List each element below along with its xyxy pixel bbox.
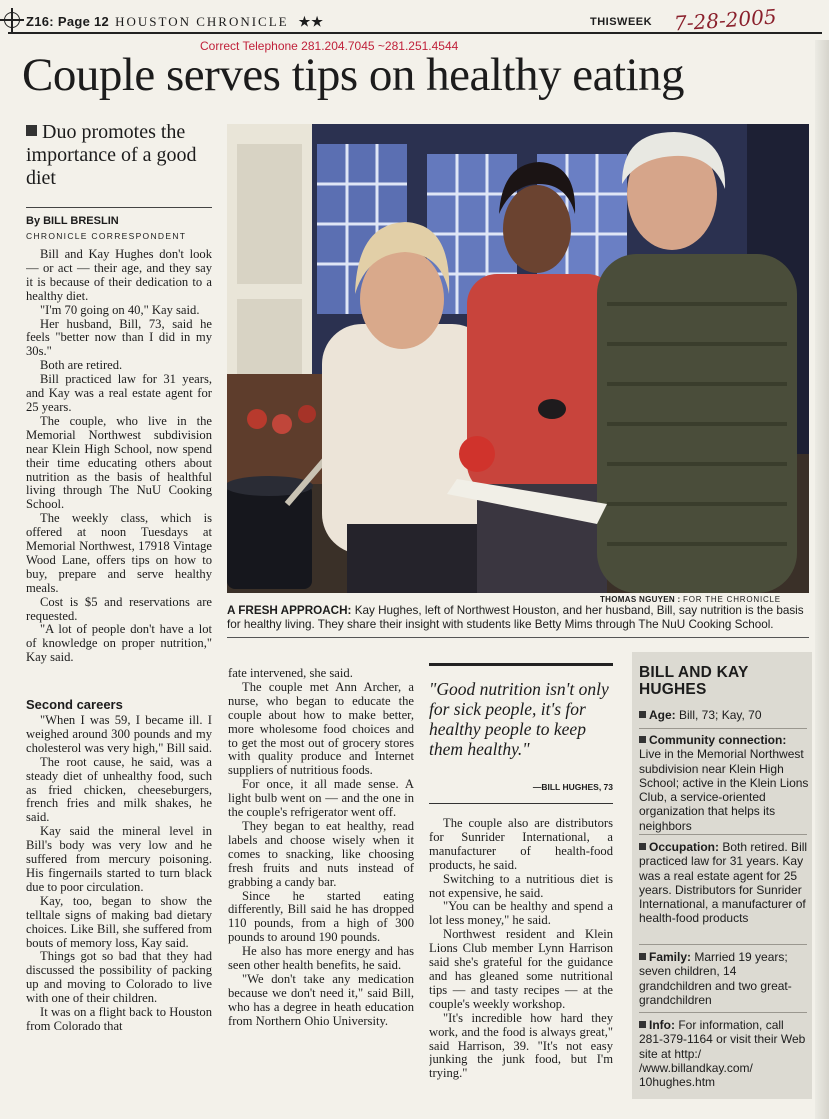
paragraph: "When I was 59, I became ill. I weighed around 300 pounds and my cholesterol was very high," Bill said.: [26, 714, 212, 755]
factbox-value: Both retired. Bill practiced law for 31 years. Kay was a real estate agent for 25 years. Distributors for Sunrider International, a manufacturer of health-food products: [639, 840, 808, 926]
paragraph: "I'm 70 going on 40," Kay said.: [40, 302, 200, 317]
pull-quote: "Good nutrition isn't only for sick people, it's for healthy people to keep them healthy.": [429, 679, 609, 759]
paragraph: Things got so bad that they had discussed the possibility of packing up and moving to Colorado to live with one of their children.: [26, 949, 212, 1006]
photo-credit: [600, 595, 781, 604]
factbox-value: Live in the Memorial Northwest subdivision near Klein High School; active in the Klein Lions Club, a service-oriented organization that helps its neighbors: [639, 747, 809, 833]
registration-mark-icon: [4, 12, 20, 28]
caption-text: Kay Hughes, left of Northwest Houston, and her husband, Bill, say nutrition is the basis for healthy living. They share their insight with students like Betty Mims through The NuU Cooking School.: [227, 604, 804, 631]
paragraph: Cost is $5 and reservations are requested.: [26, 594, 212, 623]
paragraph: For once, it all made sense. A light bulb went on — and the one in the couple's refrigerator went off.: [228, 777, 414, 820]
headline: Couple serves tips on healthy eating: [22, 49, 685, 101]
paragraph: fate intervened, she said.: [228, 667, 353, 680]
factbox-occupation: [639, 840, 809, 926]
paragraph: The root cause, he said, was a steady diet of unhealthy food, such as fried chicken, cheeseburgers, french fries and milk shakes, he said.: [26, 754, 212, 825]
paragraph: "It's incredible how hard they work, and the food is always great," said Harrison, 39. "It's not easy junking the junk food, but I'm trying.": [429, 1010, 613, 1081]
section-name: THISWEEK: [590, 16, 653, 28]
folio-left: [26, 14, 324, 30]
deck: [26, 121, 216, 190]
paragraph: The couple also are distributors for Sunrider International, a manufacturer of health-food products, he said.: [429, 817, 613, 872]
handwritten-date: 7-28-2005: [673, 4, 778, 36]
square-bullet-icon: [639, 843, 646, 850]
factbox-separator: [639, 944, 807, 945]
photo-illustration: [227, 124, 809, 593]
factbox-age: [639, 708, 809, 722]
square-bullet-icon: [639, 953, 646, 960]
factbox-separator: [639, 1012, 807, 1013]
factbox-label: Info:: [649, 1018, 675, 1032]
factbox-info: [639, 1018, 809, 1089]
caption-lead: A FRESH APPROACH:: [227, 604, 352, 617]
caption-rule: [227, 637, 809, 638]
paragraph: Her husband, Bill, 73, said he feels "better now than I did in my 30s.": [26, 316, 212, 359]
paragraph: Bill and Kay Hughes don't look — or act — their age, and they say it is because of their dedication to a healthy diet.: [26, 248, 212, 303]
byline-title: CHRONICLE CORRESPONDENT: [26, 231, 187, 241]
page-edge-strip: [815, 40, 829, 1119]
phone-note: Correct Telephone 281.204.7045 ~281.251.4544: [200, 39, 459, 53]
factbox-family: [639, 950, 809, 1007]
paragraph: The couple met Ann Archer, a nurse, who began to educate the couple about how to make better, more wholesome food choices and to get the most out of grocery stores with quality produce and Internet suppliers of nutritious foods.: [228, 679, 414, 778]
factbox-value: Married 19 years; seven children, 14 grandchildren and two great-grandchildren: [639, 950, 792, 1007]
factbox-label: Community connection:: [649, 733, 787, 747]
pull-quote-attribution: —BILL HUGHES, 73: [532, 782, 613, 792]
article-column-2: [228, 667, 414, 1107]
pull-quote-rule: [429, 663, 613, 666]
deck-text: Duo promotes the importance of a good diet: [26, 121, 197, 189]
page-number: Z16: Page 12: [26, 14, 110, 29]
paragraph: Kay, too, began to show the telltale signs of making bad dietary choices. Like Bill, she suffered from bouts of memory loss, Kay said.: [26, 893, 212, 950]
paragraph: "We don't take any medication because we don't need it," said Bill, who has a degree in heath education from Northern Ohio University.: [228, 971, 414, 1028]
article-column-1: [26, 248, 212, 695]
factbox-community: [639, 733, 809, 833]
photographer-name: THOMAS NGUYEN :: [600, 595, 681, 604]
factbox-separator: [639, 728, 807, 729]
article-column-1-continued: [26, 714, 212, 1104]
paragraph: He also has more energy and has seen other health benefits, he said.: [228, 944, 414, 973]
paragraph: They began to eat healthy, read labels and choose wisely when it comes to snacking, like choosing fresh fruits and nuts instead of grabbing a candy bar.: [228, 818, 414, 889]
paragraph: Northwest resident and Klein Lions Club member Lynn Harrison said she's grateful for the guidance and has gleaned some nutritional tips — and tasty recipes — at the couple's weekly workshop.: [429, 927, 613, 1011]
pull-quote-bottom-rule: [429, 803, 613, 804]
article-column-3: [429, 817, 613, 1107]
paragraph: The weekly class, which is offered at noon Tuesdays at Memorial Northwest, 17918 Vintage Wood Lane, offers tips on how to buy, prepare and serve healthy meals.: [26, 511, 212, 595]
paragraph: Switching to a nutritious diet is not expensive, he said.: [429, 871, 613, 900]
paragraph: It was on a flight back to Houston from Colorado that: [26, 1005, 212, 1033]
factbox-label: Family:: [649, 950, 692, 964]
factbox-value: Bill, 73; Kay, 70: [679, 708, 762, 722]
square-bullet-icon: [639, 736, 646, 743]
paragraph: The couple, who live in the Memorial Northwest subdivision near Klein High School, now spend their time educating others about nutrition as the basis of healthful living through The NuU Cooking School.: [26, 413, 212, 512]
news-photo: [227, 124, 809, 593]
factbox-label: Age:: [649, 708, 676, 722]
square-bullet-icon: [639, 711, 646, 718]
paragraph: "A lot of people don't have a lot of knowledge on proper nutrition," Kay said.: [26, 622, 212, 665]
deck-rule: [26, 207, 212, 208]
paragraph: Bill practiced law for 31 years, and Kay was a real estate agent for 25 years.: [26, 372, 212, 414]
subhead: Second careers: [26, 697, 123, 712]
square-bullet-icon: [26, 125, 37, 136]
newspaper-name: HOUSTON CHRONICLE: [115, 14, 289, 29]
photo-credit-org: FOR THE CHRONICLE: [683, 595, 781, 604]
photo-caption: [227, 604, 809, 632]
paragraph: "You can be healthy and spend a lot less money," he said.: [429, 899, 613, 928]
factbox-label: Occupation:: [649, 840, 720, 854]
factbox-separator: [639, 834, 807, 835]
paragraph: Kay said the mineral level in Bill's body was very low and he suffered from mercury poisoning. His fingernails started to turn black due to poor circulation.: [26, 824, 212, 894]
paragraph: Both are retired.: [40, 358, 123, 373]
edition-stars: ★★: [298, 14, 324, 29]
factbox-value: For information, call 281-379-1164 or visit their Web site at http:/ /www.billandkay.com/ 10hughes.htm: [639, 1018, 806, 1090]
byline-name: By BILL BRESLIN: [26, 215, 119, 227]
paragraph: Since he started eating differently, Bill said he has dropped 110 pounds, from a high of 300 pounds to around 190 pounds.: [228, 888, 414, 945]
square-bullet-icon: [639, 1021, 646, 1028]
factbox-title: BILL AND KAY HUGHES: [639, 664, 749, 698]
